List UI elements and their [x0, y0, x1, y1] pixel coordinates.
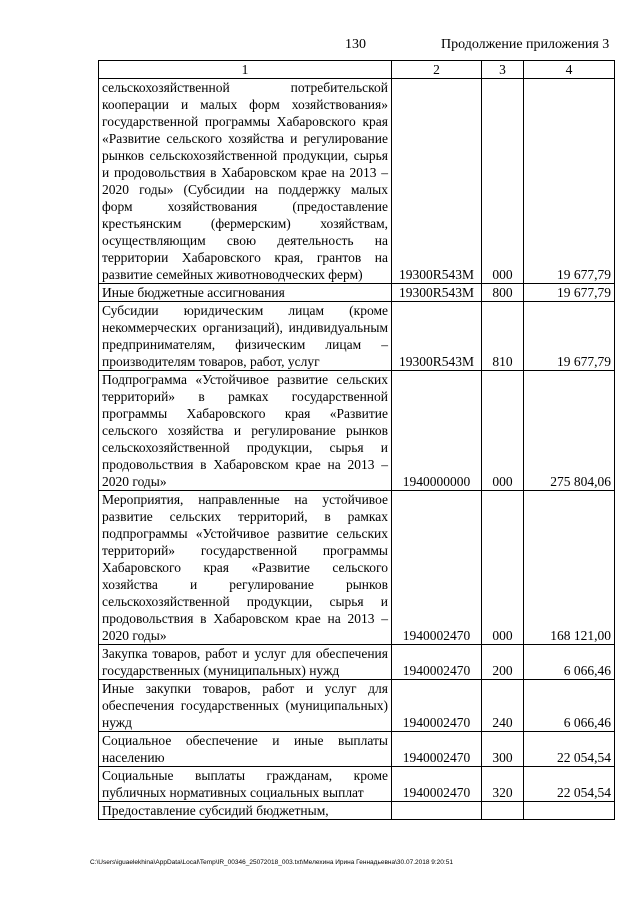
- row-description: Иные бюджетные ассигнования: [99, 284, 392, 302]
- column-header-3: 3: [482, 61, 524, 79]
- row-code: 1940002470: [392, 491, 482, 645]
- row-description: Социальные выплаты гражданам, кроме публичных нормативных социальных выплат: [99, 767, 392, 802]
- continuation-label: Продолжение приложения 3: [441, 37, 610, 52]
- table-row: [99, 767, 615, 802]
- row-amount: 6 066,46: [524, 680, 615, 732]
- row-code: 1940002470: [392, 680, 482, 732]
- row-description: Подпрограмма «Устойчивое развитие сельских территорий» в рамках государственной программы Хабаровского края «Развитие сельского хозяйства и регулирование рынков сельскохозяйственной продукции, сырья и продовольствия в Хабаровском крае на 2013 – 2020 годы»: [99, 371, 392, 491]
- row-type: [482, 802, 524, 820]
- budget-table: [98, 60, 615, 820]
- row-description: Закупка товаров, работ и услуг для обеспечения государственных (муниципальных) нужд: [99, 645, 392, 680]
- row-type: 300: [482, 732, 524, 767]
- row-amount: 19 677,79: [524, 284, 615, 302]
- table-row: [99, 284, 615, 302]
- row-type: 000: [482, 491, 524, 645]
- table-row: [99, 371, 615, 491]
- table-row: [99, 680, 615, 732]
- row-description: сельскохозяйственной потребительской кооперации и малых форм хозяйствования» государственной программы Хабаровского края «Развитие сельского хозяйства и регулирование рынков сельскохозяйственной продукции, сырья и продовольствия в Хабаровском крае на 2013 – 2020 годы» (Субсидии на поддержку малых форм хозяйствования (предоставление крестьянским (фермерским) хозяйствам, осуществляющим свою деятельность на территории Хабаровского края, грантов на развитие семейных животноводческих ферм): [99, 79, 392, 284]
- table-row: [99, 491, 615, 645]
- row-amount: 22 054,54: [524, 732, 615, 767]
- row-amount: 275 804,06: [524, 371, 615, 491]
- row-code: 1940000000: [392, 371, 482, 491]
- table-header-row: [99, 61, 615, 79]
- file-path-footer: C:\Users\iguaelekhina\AppData\Local\Temp\IR_00346_25072018_003.txt\Мелехина Ирина Геннадьевна\30.07.2018 9:20:51: [90, 859, 453, 866]
- row-description: Мероприятия, направленные на устойчивое развитие сельских территорий, в рамках подпрограммы «Устойчивое развитие сельских территорий» государственной программы Хабаровского края «Развитие сельского хозяйства и регулирование рынков сельскохозяйственной продукции, сырья и продовольствия в Хабаровском крае на 2013 – 2020 годы»: [99, 491, 392, 645]
- row-amount: [524, 802, 615, 820]
- table-row: [99, 732, 615, 767]
- row-description: Субсидии юридическим лицам (кроме некоммерческих организаций), индивидуальным предпринимателям, физическим лицам – производителям товаров, работ, услуг: [99, 302, 392, 371]
- row-type: 810: [482, 302, 524, 371]
- row-code: 19300R543M: [392, 302, 482, 371]
- row-code: [392, 802, 482, 820]
- row-type: 240: [482, 680, 524, 732]
- row-type: 000: [482, 79, 524, 284]
- column-header-2: 2: [392, 61, 482, 79]
- row-code: 1940002470: [392, 732, 482, 767]
- column-header-1: 1: [99, 61, 392, 79]
- row-amount: 19 677,79: [524, 79, 615, 284]
- table-row: [99, 302, 615, 371]
- row-amount: 168 121,00: [524, 491, 615, 645]
- row-description: Предоставление субсидий бюджетным,: [99, 802, 392, 820]
- row-code: 19300R543M: [392, 79, 482, 284]
- row-code: 1940002470: [392, 645, 482, 680]
- row-type: 800: [482, 284, 524, 302]
- row-amount: 19 677,79: [524, 302, 615, 371]
- column-header-4: 4: [524, 61, 615, 79]
- row-description: Социальное обеспечение и иные выплаты населению: [99, 732, 392, 767]
- row-type: 200: [482, 645, 524, 680]
- page-number: 130: [345, 37, 366, 52]
- row-type: 000: [482, 371, 524, 491]
- table-row: [99, 802, 615, 820]
- row-code: 19300R543M: [392, 284, 482, 302]
- row-amount: 22 054,54: [524, 767, 615, 802]
- row-amount: 6 066,46: [524, 645, 615, 680]
- table-row: [99, 79, 615, 284]
- row-code: 1940002470: [392, 767, 482, 802]
- table-row: [99, 645, 615, 680]
- row-type: 320: [482, 767, 524, 802]
- row-description: Иные закупки товаров, работ и услуг для обеспечения государственных (муниципальных) нужд: [99, 680, 392, 732]
